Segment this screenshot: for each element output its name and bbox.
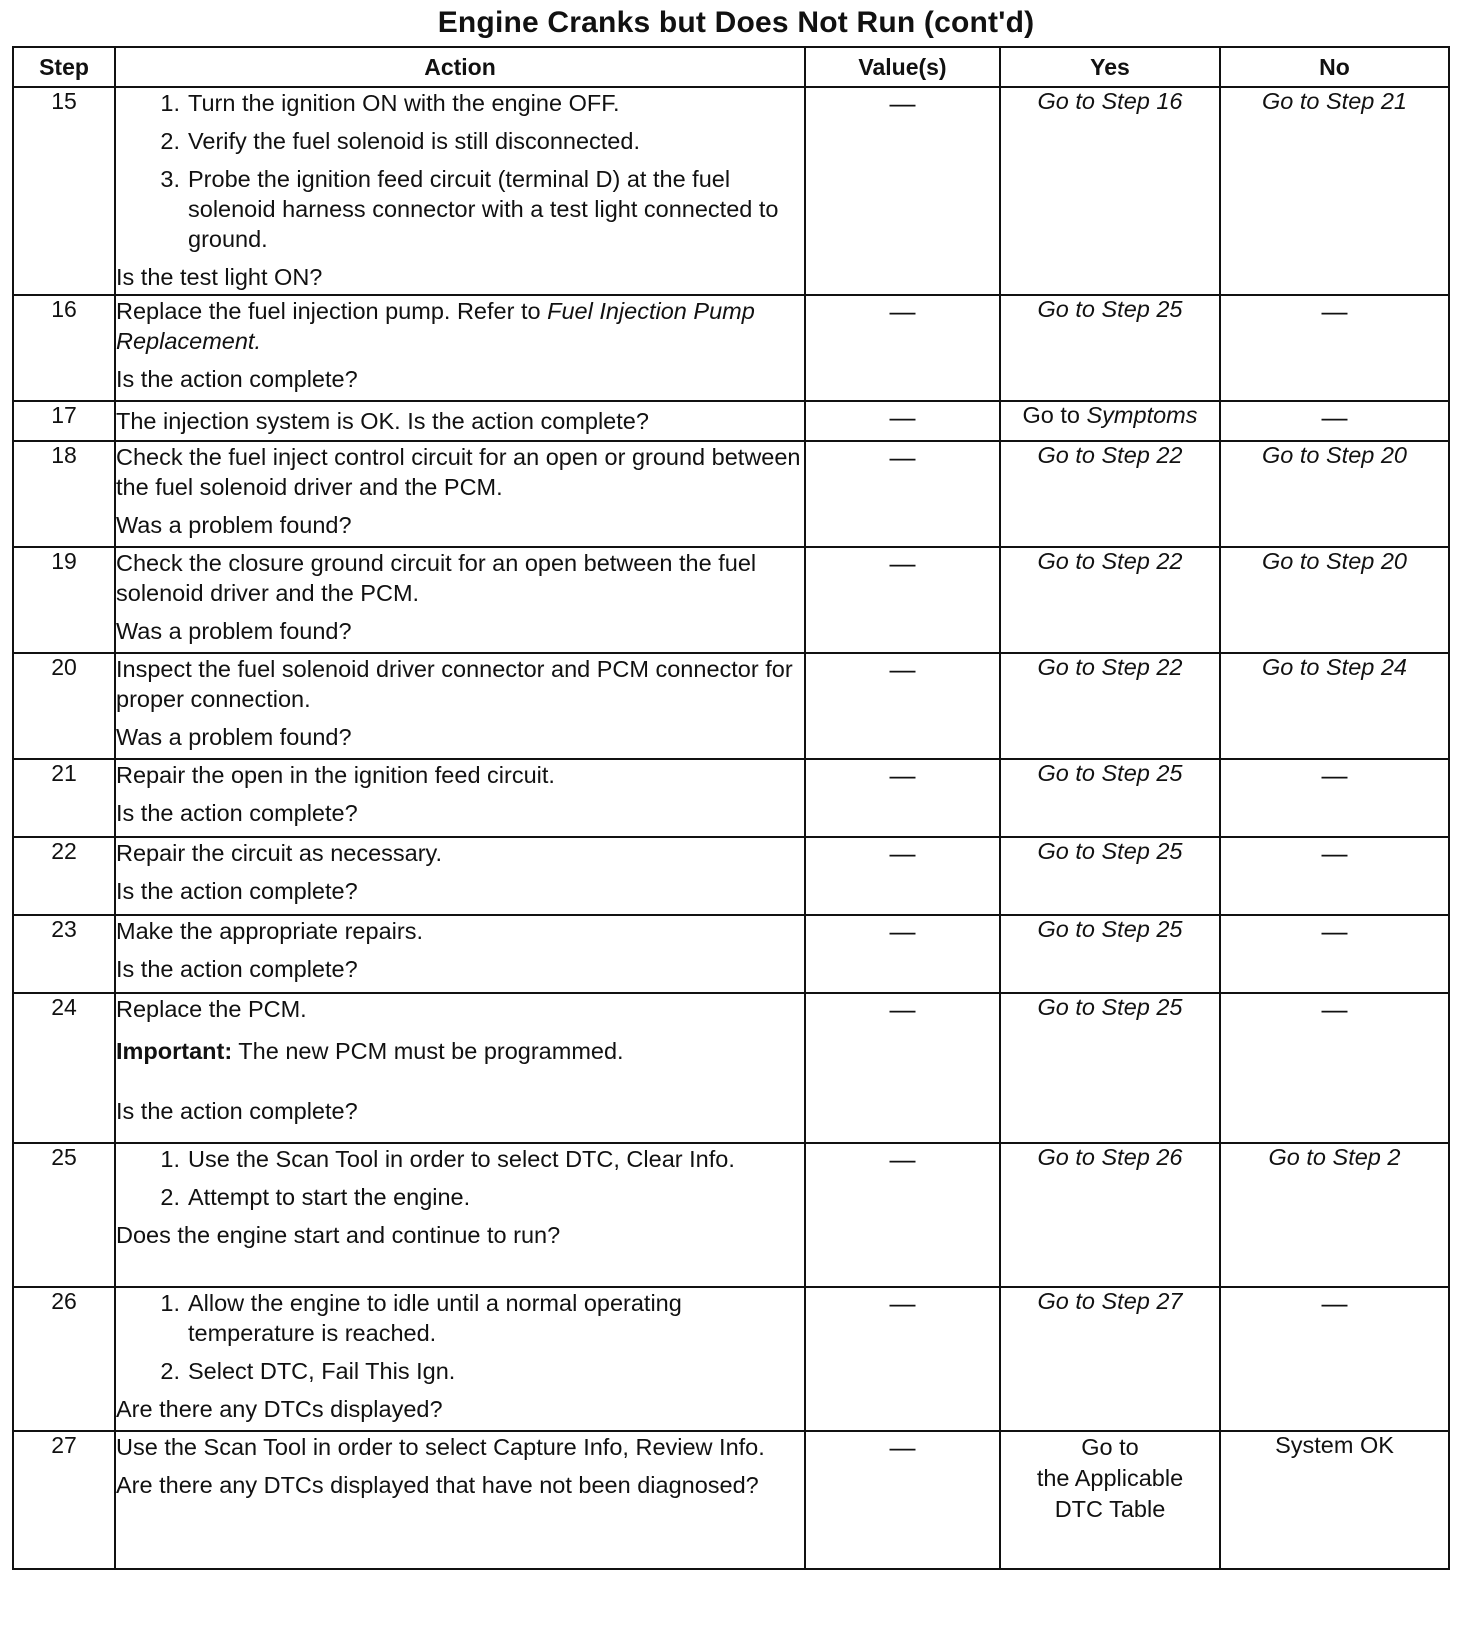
yes-cell: Go to Step 25 xyxy=(1000,915,1220,993)
action-question: Are there any DTCs displayed? xyxy=(116,1396,443,1422)
no-cell: Go to Step 24 xyxy=(1220,653,1449,759)
diagnostic-table xyxy=(12,46,1450,1570)
action-cell xyxy=(115,915,805,993)
value-cell: — xyxy=(805,837,1000,915)
action-text-reference: Fuel Injection Pump Replacement. xyxy=(116,298,755,354)
action-cell xyxy=(115,653,805,759)
action-question: Was a problem found? xyxy=(116,618,352,644)
yes-line: Go to xyxy=(1081,1434,1139,1460)
item-text: Use the Scan Tool in order to select DTC, Clear Info. xyxy=(188,1146,735,1172)
item-text: Verify the fuel solenoid is still disconnected. xyxy=(188,128,640,154)
yes-reference: Symptoms xyxy=(1086,402,1198,428)
no-cell: — xyxy=(1220,915,1449,993)
yes-line: DTC Table xyxy=(1054,1496,1166,1522)
item-number: 1. xyxy=(160,1290,180,1316)
numbered-item xyxy=(116,126,804,156)
step-number: 24 xyxy=(13,993,115,1143)
table-row xyxy=(13,759,1449,837)
action-text: Use the Scan Tool in order to select Capture Info, Review Info. xyxy=(116,1434,765,1460)
action-text: The injection system is OK. Is the action complete? xyxy=(116,408,649,434)
header-yes: Yes xyxy=(1000,47,1220,87)
yes-text: Go to xyxy=(1022,402,1080,428)
yes-cell: Go to Step 22 xyxy=(1000,441,1220,547)
action-cell xyxy=(115,441,805,547)
item-text: Probe the ignition feed circuit (terminal D) at the fuel solenoid harness connector with a test light connected to ground. xyxy=(188,166,779,252)
no-cell: Go to Step 2 xyxy=(1220,1143,1449,1287)
item-text: Allow the engine to idle until a normal operating temperature is reached. xyxy=(188,1290,682,1346)
header-values: Value(s) xyxy=(805,47,1000,87)
step-number: 19 xyxy=(13,547,115,653)
action-text: Inspect the fuel solenoid driver connector and PCM connector for proper connection. xyxy=(116,656,793,712)
action-cell xyxy=(115,1143,805,1287)
action-text: Repair the circuit as necessary. xyxy=(116,840,443,866)
step-number: 25 xyxy=(13,1143,115,1287)
value-cell: — xyxy=(805,1143,1000,1287)
action-question: Is the test light ON? xyxy=(116,264,323,290)
action-cell xyxy=(115,759,805,837)
table-row xyxy=(13,401,1449,441)
action-question: Was a problem found? xyxy=(116,724,352,750)
item-text: Select DTC, Fail This Ign. xyxy=(188,1358,456,1384)
table-row xyxy=(13,87,1449,295)
step-number: 22 xyxy=(13,837,115,915)
action-cell xyxy=(115,401,805,441)
step-number: 16 xyxy=(13,295,115,401)
numbered-item xyxy=(116,164,804,254)
yes-line: the Applicable xyxy=(1036,1465,1184,1491)
value-cell: — xyxy=(805,87,1000,295)
yes-cell: Go to Step 16 xyxy=(1000,87,1220,295)
action-text: Check the closure ground circuit for an open between the fuel solenoid driver and the PCM. xyxy=(116,550,757,606)
action-cell xyxy=(115,547,805,653)
action-cell xyxy=(115,993,805,1143)
yes-cell: Go to Step 25 xyxy=(1000,295,1220,401)
spacer xyxy=(116,1066,804,1088)
action-question: Does the engine start and continue to run? xyxy=(116,1222,561,1248)
action-cell xyxy=(115,837,805,915)
action-question: Was a problem found? xyxy=(116,512,352,538)
step-number: 20 xyxy=(13,653,115,759)
header-step: Step xyxy=(13,47,115,87)
value-cell: — xyxy=(805,915,1000,993)
step-number: 26 xyxy=(13,1287,115,1431)
numbered-item xyxy=(116,1288,804,1348)
yes-cell: Go to Step 25 xyxy=(1000,759,1220,837)
action-text: Replace the PCM. xyxy=(116,996,307,1022)
yes-cell: Go to Step 27 xyxy=(1000,1287,1220,1431)
value-cell: — xyxy=(805,441,1000,547)
yes-cell: Go to Step 26 xyxy=(1000,1143,1220,1287)
yes-cell: Go to Step 22 xyxy=(1000,547,1220,653)
item-text: Attempt to start the engine. xyxy=(188,1184,471,1210)
step-number: 21 xyxy=(13,759,115,837)
no-cell: Go to Step 20 xyxy=(1220,547,1449,653)
item-number: 2. xyxy=(160,1358,180,1384)
item-number: 1. xyxy=(160,90,180,116)
value-cell: — xyxy=(805,295,1000,401)
yes-cell xyxy=(1000,1431,1220,1569)
action-text-plain: Replace the fuel injection pump. Refer to xyxy=(116,298,541,324)
action-text: Check the fuel inject control circuit for an open or ground between the fuel solenoid driver and the PCM. xyxy=(116,444,801,500)
value-cell: — xyxy=(805,401,1000,441)
no-cell: — xyxy=(1220,993,1449,1143)
table-row xyxy=(13,915,1449,993)
value-cell: — xyxy=(805,993,1000,1143)
no-cell: Go to Step 20 xyxy=(1220,441,1449,547)
header-row xyxy=(13,47,1449,87)
yes-cell: Go to Step 25 xyxy=(1000,993,1220,1143)
numbered-item xyxy=(116,1356,804,1386)
value-cell: — xyxy=(805,653,1000,759)
step-number: 17 xyxy=(13,401,115,441)
item-number: 1. xyxy=(160,1146,180,1172)
item-number: 2. xyxy=(160,1184,180,1210)
table-row xyxy=(13,653,1449,759)
action-question: Is the action complete? xyxy=(116,800,358,826)
table-row xyxy=(13,441,1449,547)
action-cell xyxy=(115,295,805,401)
table-row xyxy=(13,295,1449,401)
step-number: 27 xyxy=(13,1431,115,1569)
action-question: Are there any DTCs displayed that have not been diagnosed? xyxy=(116,1472,759,1498)
table-row xyxy=(13,1143,1449,1287)
step-number: 23 xyxy=(13,915,115,993)
action-cell xyxy=(115,87,805,295)
table-row xyxy=(13,993,1449,1143)
item-number: 2. xyxy=(160,128,180,154)
action-text: Make the appropriate repairs. xyxy=(116,918,423,944)
numbered-item xyxy=(116,1182,804,1212)
action-text: Repair the open in the ignition feed circuit. xyxy=(116,762,555,788)
no-cell: — xyxy=(1220,295,1449,401)
value-cell: — xyxy=(805,759,1000,837)
no-cell: Go to Step 21 xyxy=(1220,87,1449,295)
important-text: The new PCM must be programmed. xyxy=(232,1038,624,1064)
action-question: Is the action complete? xyxy=(116,956,358,982)
numbered-item xyxy=(116,1144,804,1174)
important-label: Important: xyxy=(116,1038,233,1064)
step-number: 15 xyxy=(13,87,115,295)
no-cell: — xyxy=(1220,401,1449,441)
table-row xyxy=(13,1287,1449,1431)
table-row xyxy=(13,547,1449,653)
item-number: 3. xyxy=(160,166,180,192)
no-cell: — xyxy=(1220,1287,1449,1431)
no-cell: — xyxy=(1220,837,1449,915)
yes-cell: Go to Step 25 xyxy=(1000,837,1220,915)
page-title: Engine Cranks but Does Not Run (cont'd) xyxy=(437,6,1035,39)
important-note xyxy=(116,1036,804,1066)
yes-cell: Go to Step 22 xyxy=(1000,653,1220,759)
action-cell xyxy=(115,1431,805,1569)
action-text xyxy=(116,296,804,356)
table-row xyxy=(13,837,1449,915)
no-cell: — xyxy=(1220,759,1449,837)
header-action: Action xyxy=(115,47,805,87)
value-cell: — xyxy=(805,1431,1000,1569)
value-cell: — xyxy=(805,547,1000,653)
action-question: Is the action complete? xyxy=(116,1098,358,1124)
item-text: Turn the ignition ON with the engine OFF. xyxy=(188,90,620,116)
action-question: Is the action complete? xyxy=(116,878,358,904)
action-question: Is the action complete? xyxy=(116,366,358,392)
step-number: 18 xyxy=(13,441,115,547)
value-cell: — xyxy=(805,1287,1000,1431)
numbered-item xyxy=(116,88,804,118)
yes-cell xyxy=(1000,401,1220,441)
action-cell xyxy=(115,1287,805,1431)
header-no: No xyxy=(1220,47,1449,87)
table-row xyxy=(13,1431,1449,1569)
no-cell: System OK xyxy=(1220,1431,1449,1569)
